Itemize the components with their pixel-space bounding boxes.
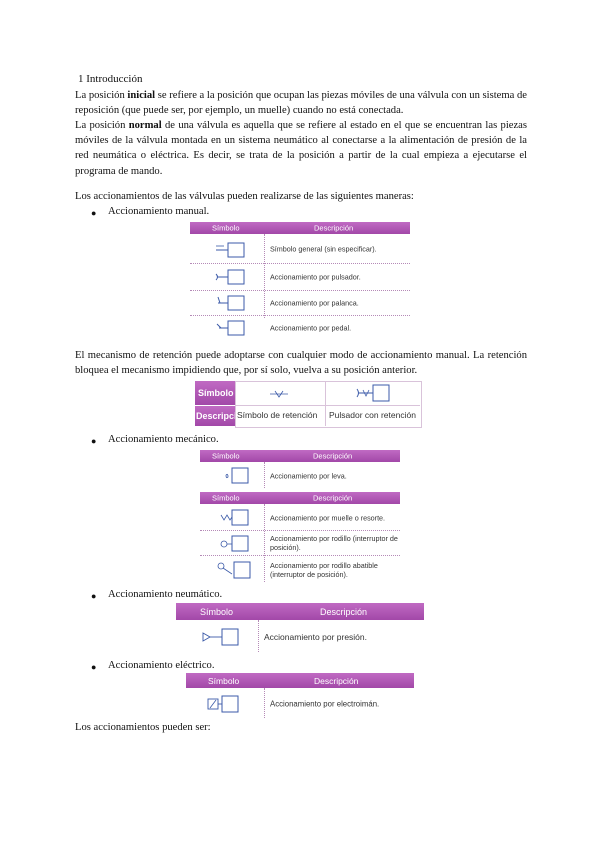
pedal-symbol (214, 320, 246, 336)
retention-paragraph: El mecanismo de retención puede adoptarse con cualquier modo de accionamiento manual. La retención bloquea el mecanismo impidiendo que, por sí solo, vuelva a su posición anterior. (75, 350, 527, 377)
table-row (190, 264, 410, 289)
header-simbolo: Símbolo (198, 388, 234, 398)
retention-cell-1: Símbolo de retención (237, 410, 318, 420)
paragraph-inicial (75, 88, 527, 118)
row-description: Accionamiento por rodillo (interruptor de posición). (270, 534, 398, 552)
header-descripcion: Descripción (313, 493, 353, 503)
electrico-label: Accionamiento eléctrico. (108, 660, 215, 671)
header-descripcion: Descripción (314, 675, 359, 686)
push-button-symbol (214, 269, 246, 285)
neumatico-label: Accionamiento neumático. (108, 589, 223, 600)
manual-table-header (190, 222, 410, 234)
p1-text-start: La posición (75, 90, 128, 101)
intro-line: Los accionamientos de las válvulas pueden realizarse de las siguientes maneras: (75, 191, 414, 202)
header-simbolo: Símbolo (212, 493, 240, 503)
table-row (176, 621, 424, 653)
row-description: Accionamiento por muelle o resorte. (270, 513, 386, 522)
mecanico-header-2 (200, 492, 400, 504)
header-descripcion: Descripción (313, 451, 353, 461)
row-description: Símbolo general (sin especificar). (270, 244, 377, 254)
mecanico-label: Accionamiento mecánico. (108, 434, 219, 445)
row-description: Accionamiento por rodillo abatible (interruptor de posición). (270, 560, 378, 579)
table-row (200, 505, 400, 530)
header-simbolo: Símbolo (200, 606, 234, 617)
p1-text-end: se refiere a la posición que ocupan las piezas móviles de una válvula con un sistema de reposición (que puede ser, por ejemplo, un muelle) cuando no está conectada. (75, 90, 527, 117)
header-simbolo: Símbolo (212, 223, 240, 233)
table-row (190, 291, 410, 315)
table-row (190, 316, 410, 340)
bullet: ● (91, 662, 97, 672)
header-descripcion: Descripción (314, 223, 354, 233)
bullet: ● (91, 436, 97, 446)
retention-header-simbolo (195, 381, 235, 405)
retention-header-descripcion (195, 406, 248, 426)
table-row (200, 463, 400, 488)
row-description: Accionamiento por pedal. (270, 323, 352, 333)
mecanico-header-1 (200, 450, 400, 462)
retention-cell-2: Pulsador con retención (329, 410, 416, 420)
closing-line: Los accionamientos pueden ser: (75, 722, 211, 733)
retention-symbol (268, 388, 290, 400)
table-row (186, 689, 414, 719)
solenoid-symbol (206, 695, 240, 713)
manual-general-symbol (214, 242, 246, 258)
roller-symbol (218, 535, 250, 552)
section-heading: 1 Introducción (78, 73, 143, 85)
folding-roller-symbol (216, 560, 252, 580)
header-simbolo: Símbolo (208, 675, 240, 686)
electrico-header (186, 673, 414, 688)
bullet: ● (91, 208, 97, 218)
row-description: Accionamiento por electroimán. (270, 699, 380, 709)
bullet: ● (91, 591, 97, 601)
lever-symbol (214, 295, 246, 311)
row-description: Accionamiento por palanca. (270, 298, 359, 308)
paragraph-normal (75, 118, 527, 179)
row-description: Accionamiento por leva. (270, 471, 347, 480)
header-descripcion: Descripción (320, 606, 368, 617)
p1-bold-term: inicial (127, 90, 156, 101)
p2-text-start: La posición (75, 120, 129, 131)
table-row (200, 531, 400, 555)
cam-symbol (220, 467, 250, 484)
header-simbolo: Símbolo (212, 451, 240, 461)
p2-text-end: de una válvula es aquella que se refiere al estado en el que se encuentran las piezas móviles de la válvula montada en un sistema neumático al conectarse a la alimentación de presión de la red neumática o eléctrica. Es decir, se trata de la posición a partir de la cual empieza a ejecutarse el programa de mando. (75, 120, 527, 177)
manual-label: Accionamiento manual. (108, 206, 210, 217)
table-row (200, 556, 400, 583)
p2-bold-term: normal (128, 120, 162, 131)
neumatico-header (176, 603, 424, 620)
header-descripcion: Descripción (196, 411, 248, 421)
push-button-retention-symbol (355, 384, 391, 402)
row-description: Accionamiento por pulsador. (270, 272, 361, 281)
spring-symbol (218, 509, 250, 526)
row-description: Accionamiento por presión. (264, 632, 368, 642)
pressure-symbol (200, 628, 240, 646)
table-row (190, 236, 410, 262)
